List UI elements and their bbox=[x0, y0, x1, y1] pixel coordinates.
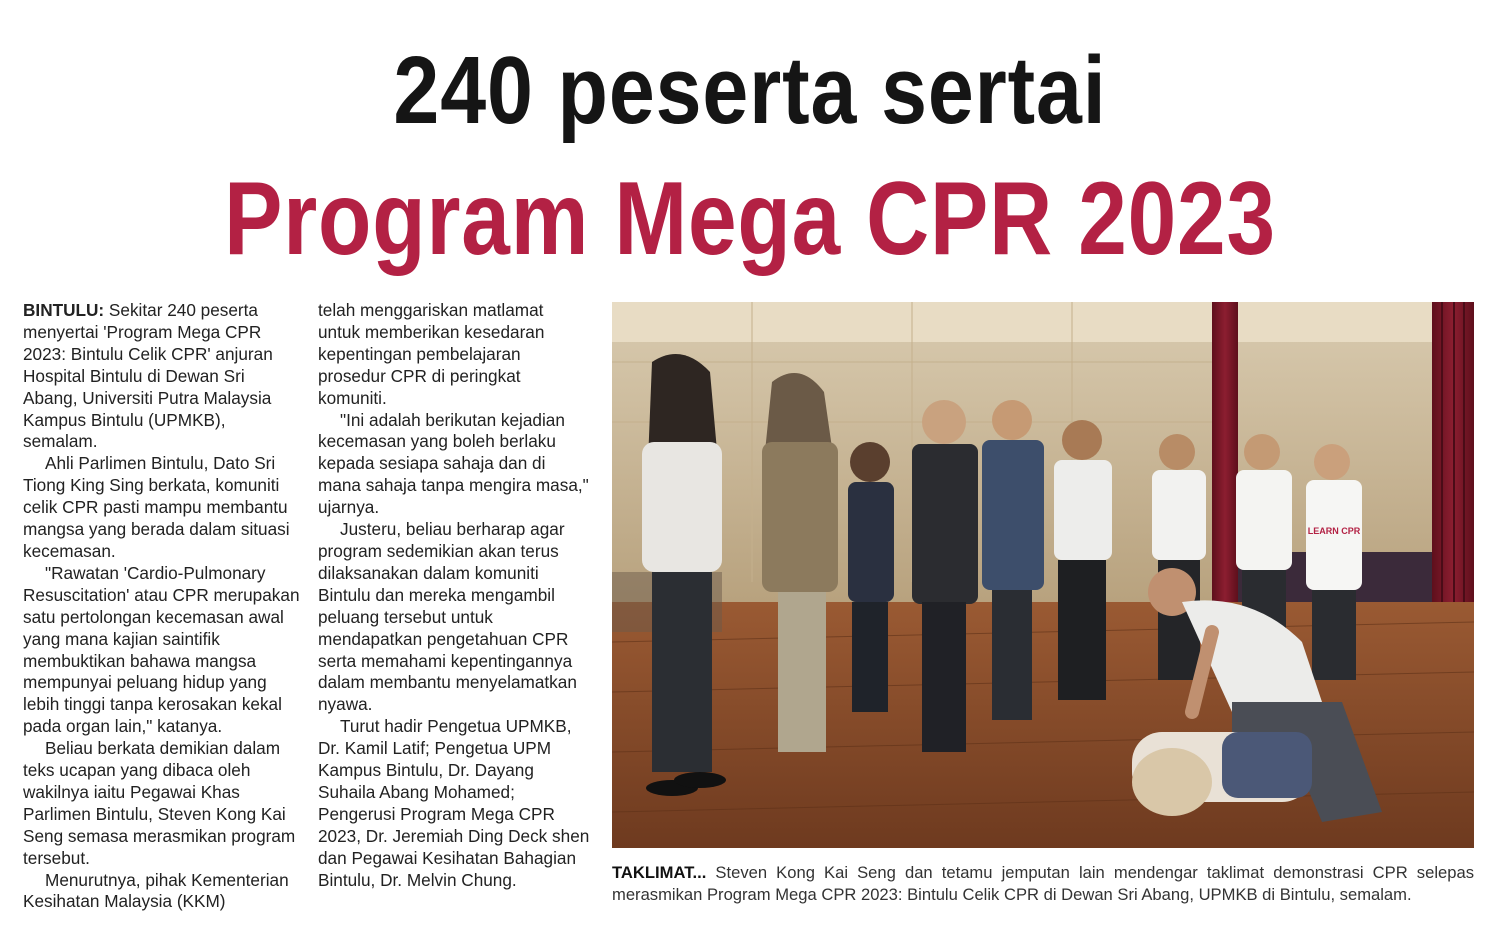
headline-line-2: Program Mega CPR 2023 bbox=[224, 161, 1276, 277]
article-column-1 bbox=[23, 300, 301, 913]
curtain-left bbox=[1212, 302, 1238, 602]
paragraph: "Rawatan 'Cardio-Pulmonary Resuscitation' atau CPR merupakan satu pertolongan kecemasan awal yang mana kajian saintifik membuktikan bahawa mangsa mempunyai peluang hidup yang lebih tinggi tanpa kerosakan kekal pada organ lain," katanya. bbox=[23, 562, 300, 737]
lead-paragraph bbox=[23, 300, 301, 453]
news-photo bbox=[612, 302, 1474, 848]
headline-line-1: 240 peserta sertai bbox=[393, 37, 1107, 144]
paragraph: Turut hadir Pengetua UPMKB, Dr. Kamil Latif; Pengetua UPM Kampus Bintulu, Dr. Dayang Suhaila Abang Mohamed; Pengerusi Program Mega CPR 2023, Dr. Jeremiah Ding Deck shen dan Pegawai Kesihatan Bahagian Bintulu, Dr. Melvin Chung. bbox=[318, 716, 590, 890]
caption-lead: TAKLIMAT... bbox=[612, 863, 707, 882]
lead-text: Sekitar 240 peserta menyertai 'Program Mega CPR 2023: Bintulu Celik CPR' anjuran Hospital Bintulu di Dewan Sri Abang, Universiti Putra Malaysia Kampus Bintulu (UPMKB), semalam. bbox=[23, 300, 273, 452]
shirt-lettering: LEARN CPR bbox=[1307, 526, 1361, 536]
article-column-2 bbox=[318, 300, 590, 891]
paragraph: telah menggariskan matlamat untuk memberikan kesedaran kepentingan pembelajaran prosedur CPR di peringkat komuniti. bbox=[318, 300, 545, 408]
paragraph: Justeru, beliau berharap agar program sedemikian akan terus dilaksanakan dalam komuniti Bintulu dan mereka mengambil peluang tersebut untuk mendapatkan pengetahuan CPR serta memahami kepentingannya dalam membantu menyelamatkan nyawa. bbox=[318, 519, 577, 715]
paragraph: "Ini adalah berikutan kejadian kecemasan yang boleh berlaku kepada sesiapa sahaja dan di mana sahaja tanpa mengira masa," ujarnya. bbox=[318, 409, 589, 518]
paragraph: Beliau berkata demikian dalam teks ucapan yang dibaca oleh wakilnya iaitu Pegawai Khas Parlimen Bintulu, Steven Kong Kai Seng semasa merasmikan program tersebut. bbox=[23, 738, 296, 868]
photo-caption bbox=[612, 862, 1474, 906]
caption-text: Steven Kong Kai Seng dan tetamu jemputan lain mendengar taklimat demonstrasi CPR selepas merasmikan Program Mega CPR 2023: Bintulu Celik CPR di Dewan Sri Abang, UPMKB di Bintulu, semalam. bbox=[612, 863, 1474, 904]
person-man-2 bbox=[1152, 434, 1206, 680]
dateline: BINTULU: bbox=[23, 300, 105, 320]
paragraph: Ahli Parlimen Bintulu, Dato Sri Tiong King Sing berkata, komuniti celik CPR pasti mampu membantu mangsa yang berada dalam situasi kecemasan. bbox=[23, 453, 290, 561]
person-woman-dark bbox=[848, 442, 894, 712]
paragraph: Menurutnya, pihak Kementerian Kesihatan Malaysia (KKM) bbox=[23, 869, 289, 912]
person-man-polo bbox=[1054, 420, 1112, 700]
